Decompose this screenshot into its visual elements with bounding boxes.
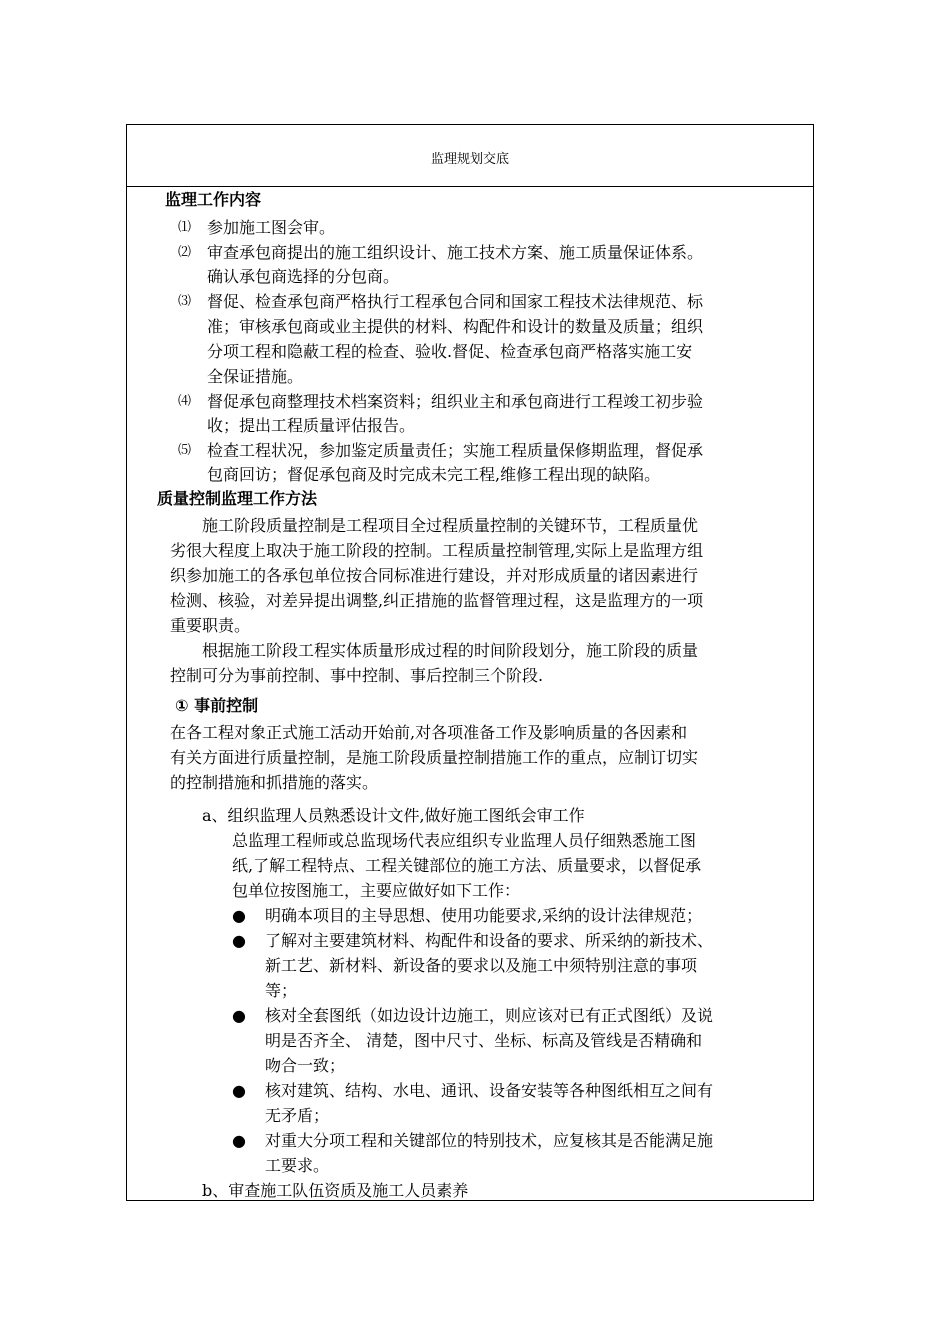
- item-number: ⑷: [178, 394, 192, 409]
- item-number: ⑸: [178, 443, 192, 458]
- bullet-line: 对重大分项工程和关键部位的特别技术，应复核其是否能满足施: [265, 1131, 714, 1150]
- paragraph-line: 施工阶段质量控制是工程项目全过程质量控制的关键环节，工程质量优: [202, 516, 699, 535]
- bullet-line: 新工艺、新材料、新设备的要求以及施工中须特别注意的事项: [265, 956, 698, 975]
- bullet-line: 核对建筑、结构、水电、通讯、设备安装等各种图纸相互之间有: [265, 1081, 714, 1100]
- bullet-line: 工要求。: [265, 1156, 330, 1175]
- item-number: ⑴: [178, 220, 192, 235]
- table-header-row: [127, 125, 813, 187]
- item-number: ⑶: [178, 294, 192, 309]
- paragraph-line: 织参加施工的各承包单位按合同标准进行建设，并对形成质量的诸因素进行: [170, 566, 699, 585]
- item-line: 审查承包商提出的施工组织设计、施工技术方案、施工质量保证体系。: [207, 243, 704, 262]
- bullet-icon: ●: [232, 906, 246, 925]
- paragraph-line: 检测、核验，对差异提出调整,纠正措施的监督管理过程，这是监理方的一项: [170, 591, 704, 610]
- item-line: 全保证措施。: [207, 367, 304, 386]
- bullet-line: 等；: [265, 981, 298, 1000]
- item-line: 准；审核承包商或业主提供的材料、构配件和设计的数量及质量；组织: [207, 317, 704, 336]
- item-number: ⑵: [178, 245, 192, 260]
- bullet-icon: ●: [232, 931, 246, 950]
- section-heading-quality-method: 质量控制监理工作方法: [157, 489, 318, 508]
- bullet-line: 了解对主要建筑材料、构配件和设备的要求、所采纳的新技术、: [265, 931, 714, 950]
- bullet-line: 无矛盾；: [265, 1106, 330, 1125]
- bullet-line: 核对全套图纸（如边设计边施工，则应该对已有正式图纸）及说: [265, 1006, 714, 1025]
- bullet-line: 明确本项目的主导思想、使用功能要求,采纳的设计法律规范；: [265, 906, 703, 925]
- bullet-line: 吻合一致；: [265, 1056, 346, 1075]
- paragraph-line: 包单位按图施工，主要应做好如下工作：: [232, 881, 521, 900]
- paragraph-line: 重要职责。: [170, 616, 251, 635]
- document-title: 监理规划交底: [430, 152, 509, 167]
- bullet-icon: ●: [232, 1131, 246, 1150]
- section-heading-work-content: 监理工作内容: [165, 190, 262, 209]
- subitem-a-title: a、组织监理人员熟悉设计文件,做好施工图纸会审工作: [202, 806, 585, 825]
- item-line: 督促承包商整理技术档案资料；组织业主和承包商进行工程竣工初步验: [207, 392, 704, 411]
- item-line: 分项工程和隐蔽工程的检查、验收.督促、检查承包商严格落实施工安: [207, 342, 693, 361]
- item-line: 检查工程状况，参加鉴定质量责任；实施工程质量保修期监理，督促承: [207, 441, 704, 460]
- paragraph-line: 纸,了解工程特点、工程关键部位的施工方法、质量要求，以督促承: [232, 856, 702, 875]
- subitem-b-title: b、审查施工队伍资质及施工人员素养: [202, 1181, 469, 1200]
- paragraph-line: 控制可分为事前控制、事中控制、事后控制三个阶段.: [170, 666, 544, 685]
- item-line: 参加施工图会审。: [207, 218, 336, 237]
- paragraph-line: 总监理工程师或总监现场代表应组织专业监理人员仔细熟悉施工图: [232, 831, 697, 850]
- paragraph-line: 在各工程对象正式施工活动开始前,对各项准备工作及影响质量的各因素和: [170, 723, 688, 742]
- subheading-pre-control: ① 事前控制: [175, 696, 259, 715]
- bullet-icon: ●: [232, 1081, 246, 1100]
- paragraph-line: 的控制措施和抓措施的落实。: [170, 773, 379, 792]
- bullet-line: 明是否齐全、 清楚，图中尺寸、坐标、标高及管线是否精确和: [265, 1031, 703, 1050]
- paragraph-line: 有关方面进行质量控制，是施工阶段质量控制措施工作的重点，应制订切实: [170, 748, 699, 767]
- paragraph-line: 劣很大程度上取决于施工阶段的控制。工程质量控制管理,实际上是监理方组: [170, 541, 704, 560]
- item-line: 收；提出工程质量评估报告。: [207, 416, 416, 435]
- item-line: 包商回访；督促承包商及时完成未完工程,维修工程出现的缺陷。: [207, 465, 661, 484]
- paragraph-line: 根据施工阶段工程实体质量形成过程的时间阶段划分，施工阶段的质量: [202, 641, 699, 660]
- item-line: 确认承包商选择的分包商。: [207, 267, 400, 286]
- bullet-icon: ●: [232, 1006, 246, 1025]
- item-line: 督促、检查承包商严格执行工程承包合同和国家工程技术法律规范、标: [207, 292, 704, 311]
